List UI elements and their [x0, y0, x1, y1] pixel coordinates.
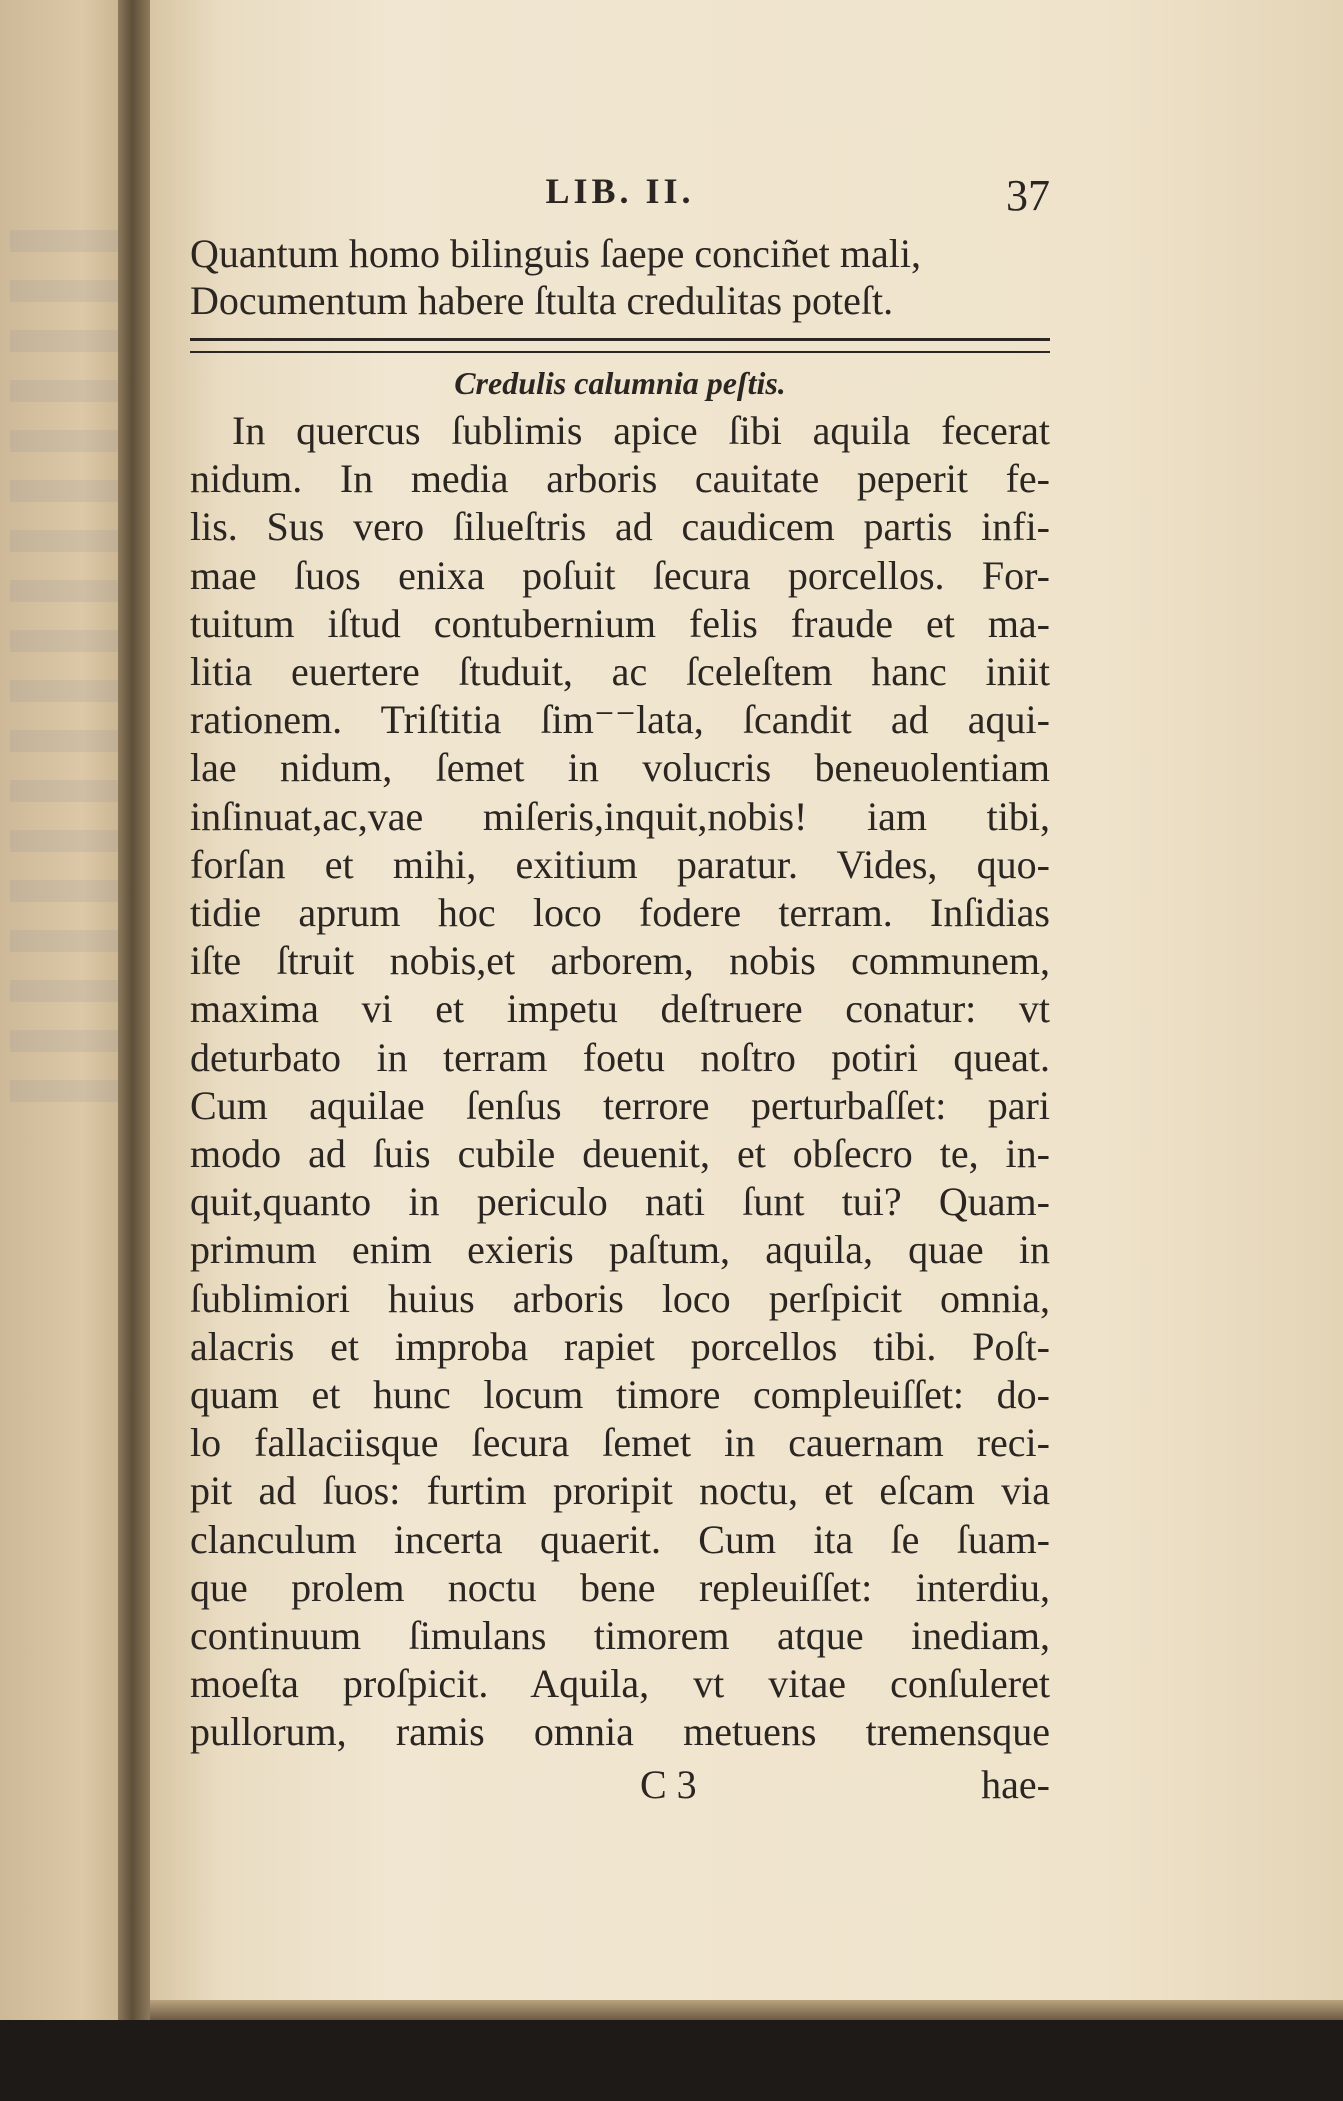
body-line: quam et hunc locum timore compleuiſſet: do-	[190, 1372, 1050, 1418]
ornamental-rule	[190, 338, 1050, 353]
body-line: iſte ſtruit nobis,et arborem, nobis communem,	[190, 938, 1050, 984]
body-line: mae ſuos enixa poſuit ſecura porcellos. For-	[190, 552, 1050, 598]
body-line: nidum. In media arboris cauitate peperit fe-	[190, 456, 1050, 502]
body-line: alacris et improba rapiet porcellos tibi. Poſt-	[190, 1323, 1050, 1369]
body-line: tuitum iſtud contubernium felis fraude et ma-	[190, 600, 1050, 646]
body-line: pullorum, ramis omnia metuens tremensque	[190, 1709, 1050, 1755]
running-head: LIB. II.	[545, 171, 695, 211]
catchword: hae-	[981, 1761, 1050, 1807]
verse-block	[190, 230, 1050, 324]
body-line: continuum ſimulans timorem atque inediam,	[190, 1613, 1050, 1659]
background-surface	[0, 2020, 1343, 2101]
page-header	[190, 170, 1050, 230]
body-line: litia euertere ſtuduit, ac ſceleſtem hanc iniit	[190, 649, 1050, 695]
fable-title: Credulis calumnia peſtis.	[454, 365, 786, 401]
verse-line: Documentum habere ſtulta credulitas poteſt.	[190, 278, 894, 323]
body-line: ſublimiori huius arboris loco perſpicit omnia,	[190, 1275, 1050, 1321]
body-line: In quercus ſublimis apice ſibi aquila fecerat	[232, 408, 1050, 453]
signature-mark: C 3	[640, 1761, 697, 1807]
body-text	[190, 407, 1050, 1757]
body-line: quit,quanto in periculo nati ſunt tui? Quam-	[190, 1179, 1050, 1225]
body-line: rationem. Triſtitia ſim⁻⁻lata, ſcandit ad aqui-	[190, 697, 1050, 743]
body-line: inſinuat,ac,vae miſeris,inquit,nobis! iam tibi,	[190, 793, 1050, 839]
body-line: clanculum incerta quaerit. Cum ita ſe ſuam-	[190, 1516, 1050, 1562]
body-line: primum enim exieris paſtum, aquila, quae in	[190, 1227, 1050, 1273]
body-line: tidie aprum hoc loco fodere terram. Inſidias	[190, 890, 1050, 936]
page-content	[190, 170, 1050, 1821]
page-bottom-edge	[150, 2000, 1343, 2020]
verse-line: Quantum homo bilinguis ſaepe conciñet mali,	[190, 231, 921, 276]
body-line: maxima vi et impetu deſtruere conatur: vt	[190, 986, 1050, 1032]
body-line: forſan et mihi, exitium paratur. Vides, quo-	[190, 841, 1050, 887]
body-line: que prolem noctu bene repleuiſſet: interdiu,	[190, 1564, 1050, 1610]
body-line: lis. Sus vero ſilueſtris ad caudicem partis infi-	[190, 504, 1050, 550]
body-line: deturbato in terram foetu noſtro potiri queat.	[190, 1034, 1050, 1080]
page-footer	[190, 1761, 1050, 1821]
body-line: pit ad ſuos: furtim proripit noctu, et eſcam via	[190, 1468, 1050, 1514]
body-line: lae nidum, ſemet in volucris beneuolentiam	[190, 745, 1050, 791]
body-line: Cum aquilae ſenſus terrore perturbaſſet: pari	[190, 1082, 1050, 1128]
body-line: moeſta proſpicit. Aquila, vt vitae conſuleret	[190, 1661, 1050, 1707]
bleed-through-text	[10, 230, 120, 1130]
body-line: modo ad ſuis cubile deuenit, et obſecro te, in-	[190, 1131, 1050, 1177]
body-line: lo fallaciisque ſecura ſemet in cauernam reci-	[190, 1420, 1050, 1466]
page-number: 37	[1006, 171, 1050, 220]
